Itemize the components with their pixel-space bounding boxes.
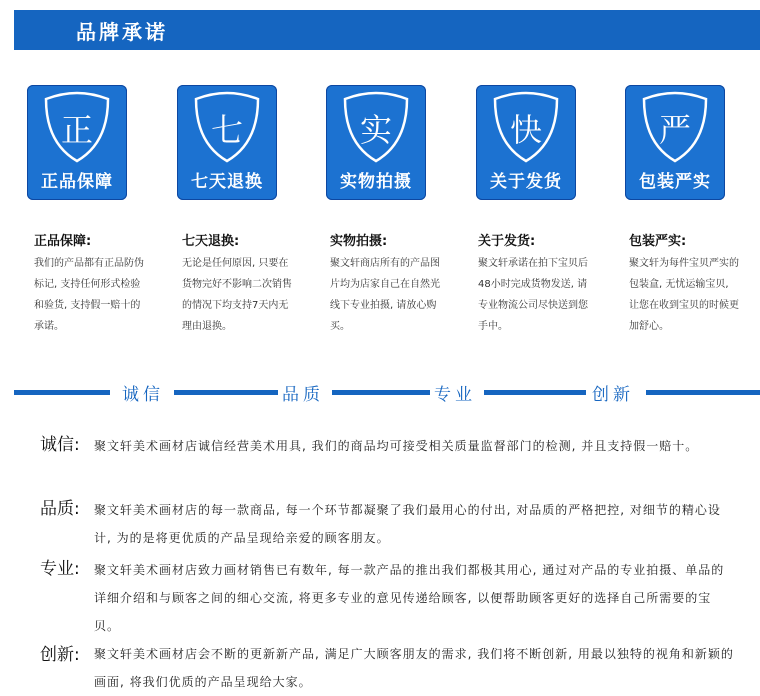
badge-label: 七天退换	[191, 172, 263, 192]
description-packaging	[629, 230, 739, 337]
description-text: 聚文轩承诺在拍下宝贝后48小时完成货物发送, 请专业物流公司尽快送到您手中。	[478, 258, 588, 332]
keyword-professional: 专业	[434, 385, 476, 405]
badge-glyph: 快	[509, 111, 542, 149]
description-title: 关于发货:	[478, 234, 536, 249]
keyword-innovation: 创新	[592, 385, 634, 405]
divider-bar	[484, 390, 586, 395]
description-authentic	[34, 230, 144, 337]
badge-label: 关于发货	[490, 172, 562, 192]
description-text: 我们的产品都有正品防伪标记, 支持任何形式检验和验货, 支持假一赔十的承诺。	[34, 258, 144, 332]
header-underline	[14, 46, 760, 50]
keyword-integrity: 诚信	[122, 385, 164, 405]
section-header	[14, 10, 760, 46]
paragraph-text: 聚文轩美术画材店致力画材销售已有数年, 每一款产品的推出我们都极其用心, 通过对产品的专业拍摄、单品的详细介绍和与顾客之间的细心交流, 将更多专业的意见传递给顾客, 以便帮助顾客更好的选择自己所需要的宝贝。	[94, 563, 725, 633]
description-photo	[330, 230, 440, 337]
paragraph-label: 诚信:	[40, 435, 80, 455]
divider-bar	[14, 390, 110, 395]
description-return	[182, 230, 292, 337]
badge-label: 正品保障	[41, 172, 113, 192]
badge-glyph: 实	[359, 111, 392, 149]
paragraph-label: 专业:	[40, 559, 80, 579]
description-title: 实物拍摄:	[330, 234, 388, 249]
badge-packaging	[625, 85, 725, 200]
paragraph-text: 聚文轩美术画材店的每一款商品, 每一个环节都凝聚了我们最用心的付出, 对品质的严格把控, 对细节的精心设计, 为的是将更优质的产品呈现给亲爱的顾客朋友。	[94, 503, 721, 545]
description-shipping	[478, 230, 588, 337]
badge-real-photo	[326, 85, 426, 200]
badge-glyph: 七	[210, 111, 243, 149]
badge-glyph: 严	[658, 111, 691, 149]
paragraph-label: 品质:	[40, 499, 80, 519]
keyword-quality: 品质	[282, 385, 324, 405]
description-text: 聚文轩为每件宝贝严实的包装盒, 无忧运输宝贝, 让您在收到宝贝的时候更加舒心。	[629, 258, 739, 332]
badge-shipping	[476, 85, 576, 200]
paragraph-label: 创新:	[40, 645, 80, 665]
divider-bar	[646, 390, 760, 395]
description-title: 七天退换:	[182, 234, 240, 249]
badge-glyph: 正	[60, 111, 93, 149]
description-text: 无论是任何原因, 只要在货物完好不影响二次销售的情况下均支持7天内无理由退换。	[182, 258, 292, 332]
paragraph-text: 聚文轩美术画材店会不断的更新新产品, 满足广大顾客朋友的需求, 我们将不断创新, 用最以独特的视角和新颖的画面, 将我们优质的产品呈现给大家。	[94, 647, 734, 689]
badge-seven-day-return	[177, 85, 277, 200]
keyword-divider	[14, 378, 760, 406]
section-title: 品牌承诺	[76, 20, 168, 44]
badge-label: 实物拍摄	[340, 172, 412, 192]
description-text: 聚文轩商店所有的产品图片均为店家自己在自然光线下专业拍摄, 请放心购买。	[330, 258, 440, 332]
badge-label: 包装严实	[639, 172, 711, 192]
divider-bar	[174, 390, 278, 395]
paragraph-text: 聚文轩美术画材店诚信经营美术用具, 我们的商品均可接受相关质量监督部门的检测, 并且支持假一赔十。	[94, 439, 699, 453]
description-title: 包装严实:	[629, 234, 687, 249]
badge-authentic	[27, 85, 127, 200]
description-title: 正品保障:	[34, 234, 92, 249]
divider-bar	[332, 390, 430, 395]
